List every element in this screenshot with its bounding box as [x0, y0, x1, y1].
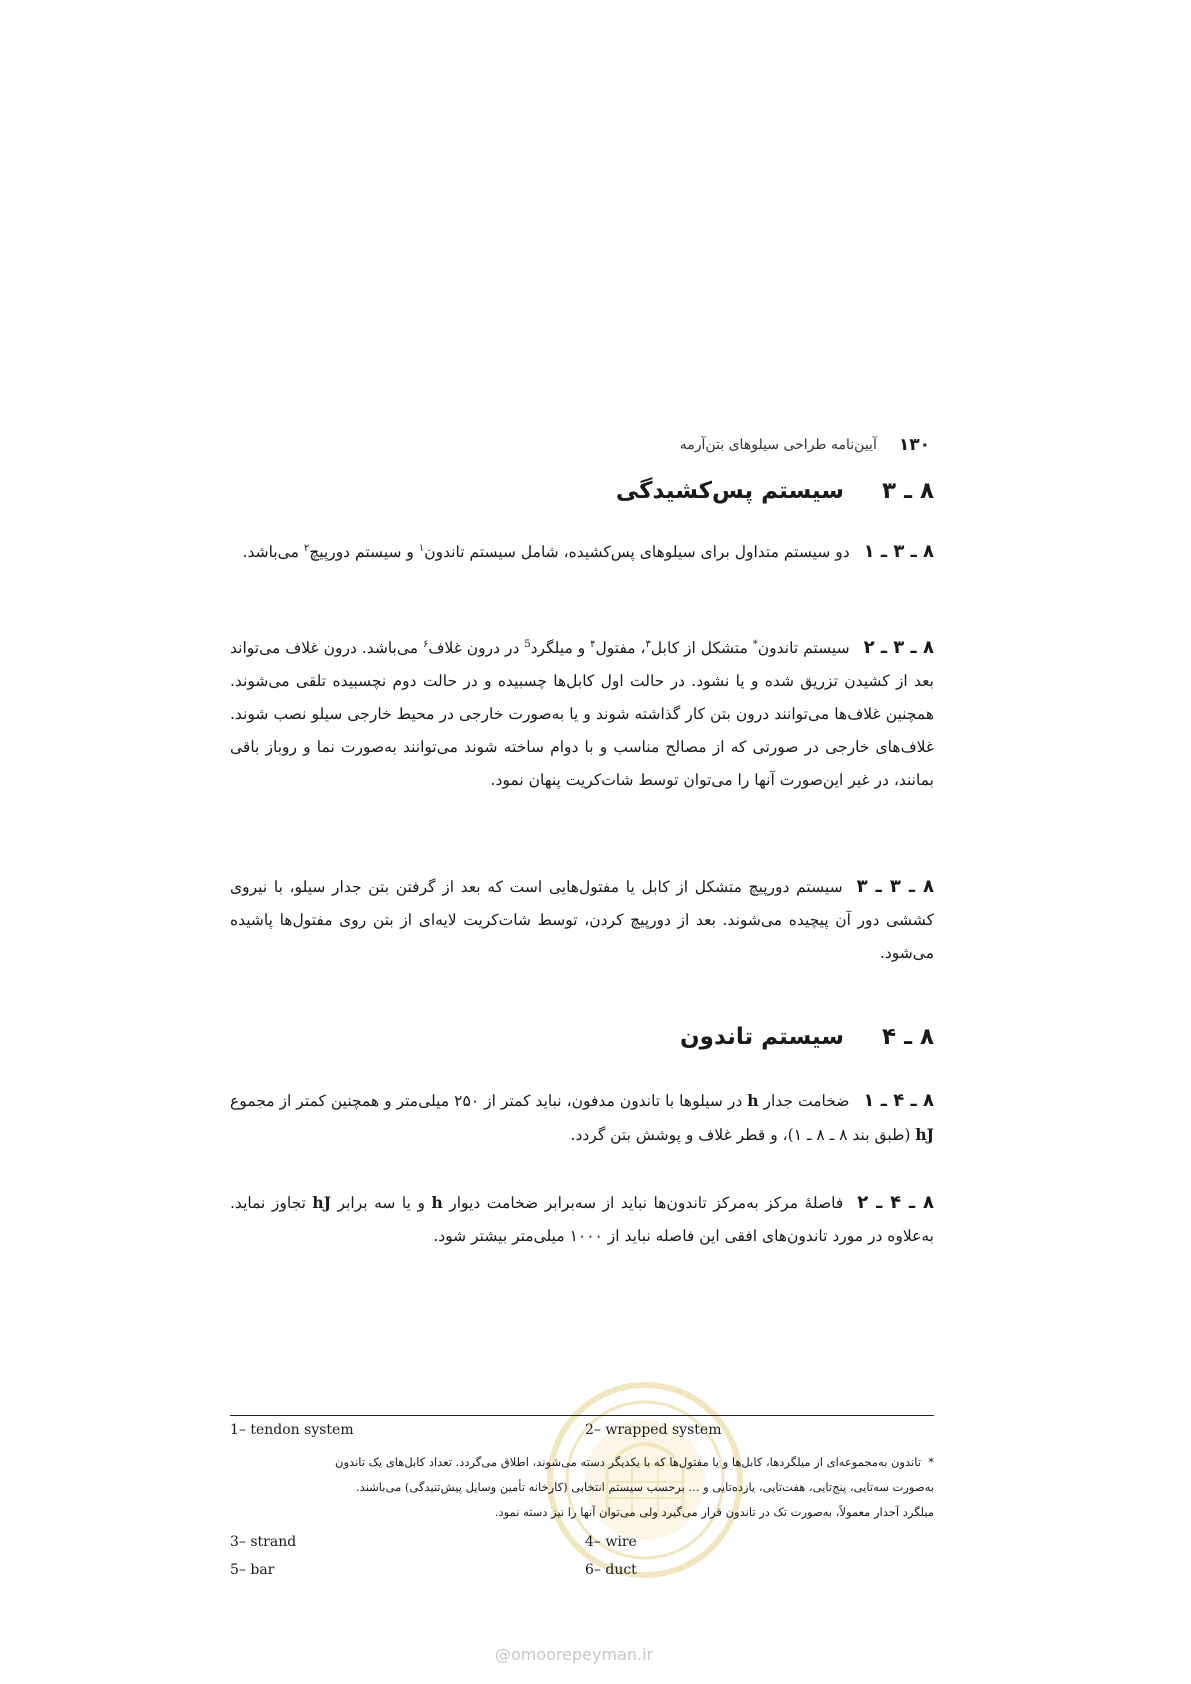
- running-head: [640, 430, 930, 460]
- footnote-ref: ۶: [423, 639, 429, 650]
- clause-text: سیستم تاندون: [757, 639, 850, 658]
- section-heading-8-3: [230, 478, 934, 504]
- section-heading-8-4: [230, 1024, 934, 1050]
- section-number: ۸ ـ ۳: [882, 478, 934, 504]
- clause-text: متشکل از کابل: [650, 639, 753, 658]
- clause-text: (طبق بند ۸ ـ ۸ ـ ۱)، و قطر غلاف و پوشش بتن گردد.: [570, 1126, 916, 1144]
- clause-number: ۸ ـ ۳ ـ ۲: [863, 637, 934, 659]
- footnote-row-1: [230, 1422, 934, 1444]
- footnote-star-note: [230, 1450, 934, 1525]
- clause-text: و یا سه برابر: [331, 1194, 432, 1212]
- footnote-row-3: [230, 1562, 934, 1584]
- clause-text: و میلگرد: [530, 639, 591, 658]
- symbol-hj: hJ: [915, 1125, 934, 1144]
- clause-text: سیستم دورپیچ متشکل از کابل یا مفتول‌هایی است که بعد از گرفتن بتن جدار سیلو، با نیروی کششی دور آن پیچیده می‌شوند. بعد از دورپیچ کردن، توسط شات‌کریت لایه‌ای از بتن روی مفتول‌ها پاشیده می‌شود.: [230, 878, 934, 962]
- clause-text: فاصلهٔ مرکز به‌مرکز تاندون‌ها نباید از سه‌برابر ضخامت دیوار: [442, 1194, 844, 1212]
- footnote-ref: ۱: [418, 543, 425, 554]
- section-title: سیستم تاندون: [680, 1024, 844, 1050]
- footnote-ref: ۲: [303, 543, 310, 554]
- symbol-h: h: [747, 1091, 759, 1110]
- clause-text: تجاوز نماید. به‌علاوه در مورد تاندون‌های افقی این فاصله نباید از ۱۰۰۰ میلی‌متر بیشتر شود.: [230, 1194, 934, 1245]
- clause-8-3-2: [230, 628, 934, 797]
- footnote-ref: ۴: [590, 639, 596, 650]
- clause-8-4-2: [230, 1186, 934, 1253]
- clause-8-4-1: [230, 1084, 934, 1152]
- page-number: ۱۳۰: [898, 435, 930, 455]
- clause-number: ۸ ـ ۴ ـ ۲: [857, 1192, 934, 1213]
- section-number: ۸ ـ ۴: [882, 1024, 934, 1050]
- footnote-3: 3– strand: [230, 1534, 297, 1550]
- clause-8-3-1: [230, 532, 934, 569]
- footnote-6: 6– duct: [585, 1562, 637, 1578]
- clause-text: در درون غلاف: [428, 639, 525, 658]
- footnote-ref: 5: [524, 639, 531, 650]
- footnote-divider: [230, 1415, 934, 1416]
- footnote-note-line: * تاندون به‌مجموعه‌ای از میلگردها، کابل‌ها و یا مفتول‌ها که با یکدیگر دسته می‌شوند، اطلاق می‌گردد. تعداد کابل‌های یک تاندون: [335, 1455, 934, 1469]
- clause-8-3-3: [230, 870, 934, 970]
- clause-number: ۸ ـ ۳ ـ ۳: [856, 876, 935, 897]
- clause-text: می‌باشد.: [242, 543, 304, 562]
- clause-text: و سیستم دورپیچ: [309, 543, 419, 562]
- footnote-5: 5– bar: [230, 1562, 275, 1578]
- footnote-note-line: میلگرد آجدار معمولاً، به‌صورت تک در تاندون قرار می‌گیرد ولی می‌توان آنها را نیز دسته نمود.: [494, 1505, 934, 1519]
- clause-text: می‌باشد. درون غلاف می‌تواند بعد از کشیدن تزریق شده و یا نشود. در حالت اول کابل‌ها چسبیده و در حالت دوم نچسبیده تلقی می‌شوند. همچنین غلاف‌ها می‌توانند درون بتن کار گذاشته شوند و یا به‌صورت خارجی در محیط خارجی سیلو نصب شوند. غلاف‌های خارجی در صورتی که از مصالح مناسب و با دوام ساخته شوند می‌توانند به‌صورت نما و روباز باقی بمانند، در غیر این‌صورت آنها را می‌توان توسط شات‌کریت پنهان نمود.: [230, 639, 934, 790]
- footnote-4: 4– wire: [585, 1534, 637, 1550]
- footnote-row-2: [230, 1534, 934, 1556]
- footnote-star: *: [928, 1455, 934, 1469]
- footnote-ref: *: [752, 639, 758, 650]
- clause-text: در سیلوها با تاندون مدفون، نباید کمتر از ۲۵۰ میلی‌متر و همچنین کمتر از مجموع: [230, 1092, 748, 1110]
- symbol-h: h: [431, 1193, 443, 1212]
- clause-text: دو سیستم متداول برای سیلوهای پس‌کشیده، شامل سیستم تاندون: [424, 543, 850, 562]
- watermark-url: @omoorepeyman.ir: [495, 1645, 654, 1664]
- symbol-hj: hJ: [312, 1193, 332, 1212]
- footnote-ref: ۳: [645, 639, 651, 650]
- footnote-1: 1– tendon system: [230, 1422, 354, 1438]
- clause-number: ۸ ـ ۳ ـ ۱: [863, 541, 934, 563]
- clause-text: ، مفتول: [595, 639, 646, 658]
- footnote-note-line: به‌صورت سه‌تایی، پنج‌تایی، هفت‌تایی، یازده‌تایی و ... برحسب سیستم انتخابی (کارخانه تأمین وسایل پیش‌تنیدگی) می‌باشند.: [356, 1480, 934, 1494]
- book-title: آیین‌نامه طراحی سیلوهای بتن‌آرمه: [679, 437, 877, 453]
- footnote-2: 2– wrapped system: [585, 1422, 722, 1438]
- clause-number: ۸ ـ ۴ ـ ۱: [863, 1090, 935, 1111]
- clause-text: ضخامت جدار: [758, 1092, 850, 1110]
- section-title: سیستم پس‌کشیدگی: [615, 478, 844, 504]
